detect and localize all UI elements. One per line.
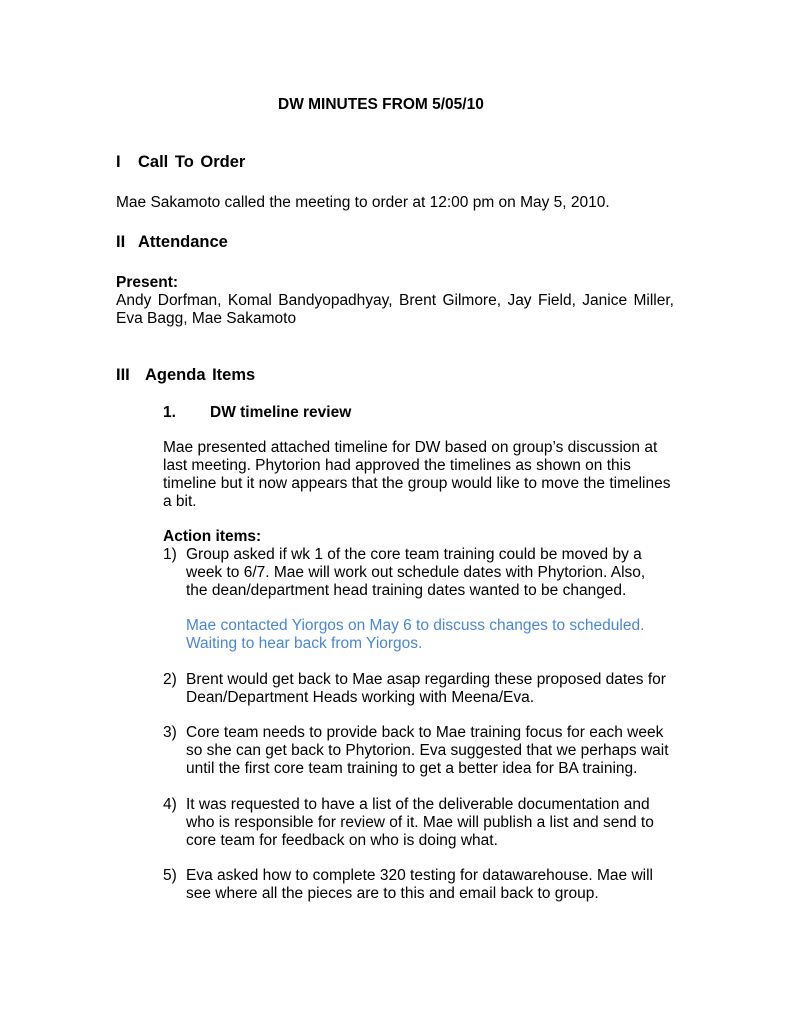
action-item-line: the dean/department head training dates wanted to be changed. [186,582,627,599]
action-item-number: 2) [163,671,177,688]
action-item-line: Core team needs to provide back to Mae training focus for each week [186,724,664,741]
action-item-line: Group asked if wk 1 of the core team training could be moved by a [186,546,642,563]
call-to-order-text: Mae Sakamoto called the meeting to order at 12:00 pm on May 5, 2010. [116,194,610,211]
section-number: I [116,153,121,171]
action-item-update-line: Waiting to hear back from Yiorgos. [186,635,423,652]
section-heading-attendance [116,233,228,251]
agenda-item-number: 1. [163,404,176,421]
action-item-line: core team for feedback on who is doing what. [186,832,498,849]
agenda-description-line: timeline but it now appears that the group would like to move the timelines [163,475,671,492]
present-label: Present: [116,274,179,291]
attendees-line: Eva Bagg, Mae Sakamoto [116,310,297,327]
agenda-description-line: last meeting. Phytorion had approved the timelines as shown on this [163,457,631,474]
action-item-line: see where all the pieces are to this and email back to group. [186,885,599,902]
action-item-number: 3) [163,724,177,741]
action-item-line: It was requested to have a list of the deliverable documentation and [186,796,650,813]
action-item-number: 4) [163,796,177,813]
attendees-line: Andy Dorfman, Komal Bandyopadhyay, Brent Gilmore, Jay Field, Janice Miller, [116,292,674,309]
action-item-number: 5) [163,867,177,884]
action-item-line: so she can get back to Phytorion. Eva suggested that we perhaps wait [186,742,669,759]
agenda-item-title: DW timeline review [210,404,352,421]
agenda-description-line: Mae presented attached timeline for DW based on group’s discussion at [163,439,658,456]
action-item-line: Dean/Department Heads working with Meena/Eva. [186,689,535,706]
action-item-line: week to 6/7. Mae will work out schedule dates with Phytorion. Also, [186,564,646,581]
document-title: DW MINUTES FROM 5/05/10 [278,96,484,113]
section-number: III [116,366,130,384]
action-item-number: 1) [163,546,177,563]
action-item-line: Eva asked how to complete 320 testing for datawarehouse. Mae will [186,867,653,884]
action-item-line: until the first core team training to get a better idea for BA training. [186,760,638,777]
action-item-line: who is responsible for review of it. Mae will publish a list and send to [186,814,654,831]
action-item-line: Brent would get back to Mae asap regarding these proposed dates for [186,671,666,688]
action-items-label: Action items: [163,528,262,545]
agenda-description-line: a bit. [163,493,197,510]
section-heading-call-to-order [116,153,245,171]
section-title: Call To Order [138,153,246,171]
section-title: Agenda Items [145,366,256,384]
section-title: Attendance [138,233,228,251]
section-number: II [116,233,126,251]
section-heading-agenda-items [116,366,255,384]
action-item-update-line: Mae contacted Yiorgos on May 6 to discuss changes to scheduled. [186,617,645,634]
